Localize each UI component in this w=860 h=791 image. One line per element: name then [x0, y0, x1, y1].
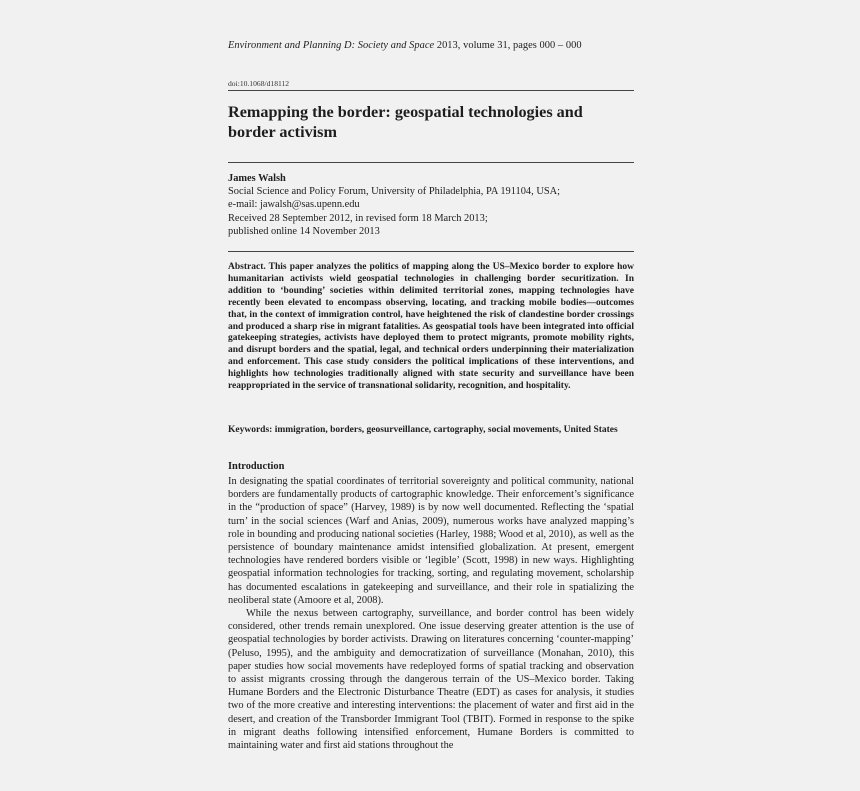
abstract	[228, 262, 634, 393]
author-name: James Walsh	[228, 173, 286, 184]
keywords	[228, 425, 634, 437]
journal-volume-pages: 2013, volume 31, pages 000 – 000	[434, 40, 582, 51]
keywords-text: immigration, borders, geosurveillance, cartography, social movements, United States	[272, 425, 618, 435]
published-date: published online 14 November 2013	[228, 225, 380, 237]
author-email: e-mail: jawalsh@sas.upenn.edu	[228, 199, 360, 211]
received-date: Received 28 September 2012, in revised form 18 March 2013;	[228, 212, 488, 224]
paragraph: In designating the spatial coordinates of territorial sovereignty and political community, national borders are fundamentally products of cartographic knowledge. Their enforcement’s significance in the “production of space” (Harvey, 1989) is by now well documented. Reflecting the ‘spatial turn’ in the social sciences (Warf and Anias, 2009), numerous works have analyzed mapping’s role in bounding and producing national societies (Harley, 1988; Wood et al, 2010), as well as the persistence of boundary maintenance amidst intensified globalization. At present, emergent technologies have rendered borders visible or ‘legible’ (Scott, 1998) in new ways. Highlighting geospatial information technologies for tracking, sorting, and regulating movement, scholarship has documented escalations in gatekeeping and surveillance, and their role in spatializing the neoliberal state (Amoore et al, 2008).	[228, 476, 634, 606]
divider-before-abstract	[228, 251, 634, 252]
author-affiliation: Social Science and Policy Forum, University of Philadelphia, PA 191104, USA;	[228, 186, 560, 198]
abstract-text: This paper analyzes the politics of mapping along the US–Mexico border to explore how humanitarian activists wield geospatial technologies in challenging border securitization. In addition to ‘bounding’ societies within delimited territorial zones, mapping technologies have recently been elevated to encompass observing, locating, and tracking mobile bodies—outcomes that, in the context of immigration control, have heightened the risk of clandestine border crossings and produced a sharp rise in migrant fatalities. As geospatial tools have been integrated into official gatekeeping strategies, activists have deployed them to protect migrants, promote mobility rights, and disrupt borders and the spatial, legal, and technical orders underpinning their materialization and enforcement. This case study considers the political implications of these interventions, and highlights how technologies traditionally aligned with state security and surveillance have been reappropriated in the service of transnational solidarity, recognition, and hospitality.	[228, 262, 634, 392]
abstract-label: Abstract.	[228, 262, 266, 272]
keywords-label: Keywords:	[228, 425, 273, 435]
author-block	[228, 172, 634, 238]
divider-top	[228, 90, 634, 91]
section-heading-introduction: Introduction	[228, 461, 285, 472]
journal-citation	[228, 40, 634, 51]
introduction-body	[228, 475, 634, 752]
paragraph: While the nexus between cartography, surveillance, and border control has been widely considered, other trends remain unexplored. One issue deserving greater attention is the use of geospatial technologies by border activists. Drawing on literatures concerning ‘counter-mapping’ (Peluso, 1995), and the ambiguity and democratization of surveillance (Monahan, 2010), this paper studies how social movements have redeployed forms of spatial tracking and observation to assist migrants crossing through the dangerous terrain of the US–Mexico border. Taking Humane Borders and the Electronic Disturbance Theatre (EDT) as cases for analysis, it studies two of the more creative and interesting interventions: the placement of water and first aid in the desert, and creation of the Transborder Immigrant Tool (TBIT). Formed in response to the spike in migrant deaths following intensified enforcement, Humane Borders is committed to maintaining water and first aid stations throughout the	[228, 608, 634, 752]
doi: doi:10.1068/d18112	[228, 79, 290, 88]
journal-name: Environment and Planning D: Society and Space	[228, 40, 435, 51]
article-title: Remapping the border: geospatial technologies and border activism	[228, 103, 583, 141]
divider-after-title	[228, 162, 634, 163]
